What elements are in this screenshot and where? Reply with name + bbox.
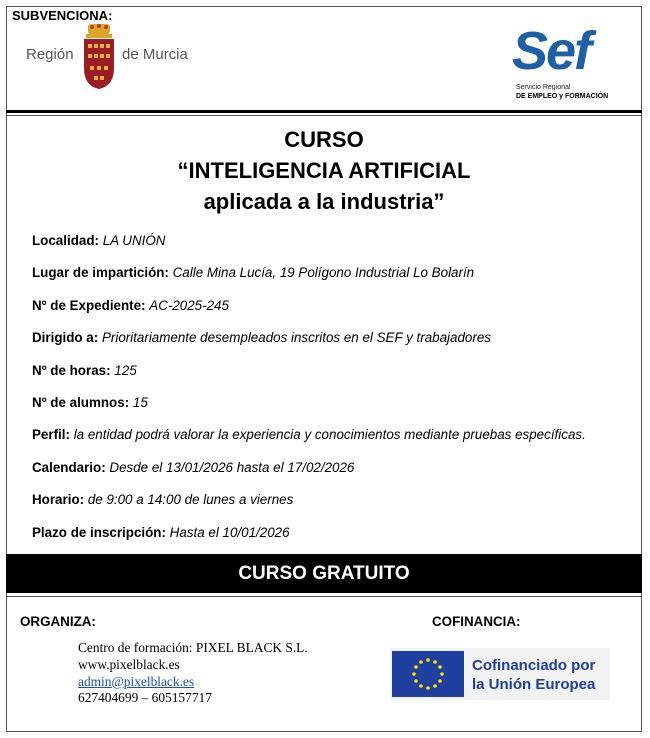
sef-logo-word: Sef xyxy=(512,21,591,81)
subvenciona-label: SUBVENCIONA: xyxy=(12,8,113,23)
region-logo-left-text: Región xyxy=(26,46,74,63)
field-horario xyxy=(32,491,632,523)
field-label: Lugar de impartición: xyxy=(32,265,169,281)
organizer-center: Centro de formación: PIXEL BLACK S.L. xyxy=(78,640,308,655)
course-title-line3: aplicada a la industria” xyxy=(203,189,445,214)
region-de-murcia-logo xyxy=(26,22,196,92)
field-dirigido xyxy=(32,329,632,361)
course-title-line1: CURSO xyxy=(284,127,364,152)
field-label: Horario: xyxy=(32,492,85,508)
eu-text-line2: la Unión Europea xyxy=(472,676,596,693)
field-label: Perfil: xyxy=(32,427,70,443)
field-value: Calle Mina Lucía, 19 Polígono Industrial Lo Bolarín xyxy=(172,265,475,281)
free-course-banner: CURSO GRATUITO xyxy=(6,554,642,593)
field-localidad xyxy=(32,232,632,264)
eu-cofinancing-logo xyxy=(390,648,610,700)
field-label: Calendario: xyxy=(32,459,106,475)
field-plazo xyxy=(32,524,632,556)
sef-logo xyxy=(512,21,632,104)
field-value: AC-2025-245 xyxy=(149,297,229,313)
sef-logo-line1: Servicio Regional xyxy=(516,84,571,91)
organizer-phones: 627404699 – 605157717 xyxy=(78,690,212,706)
field-label: Plazo de inscripción: xyxy=(32,524,166,540)
field-alumnos xyxy=(32,394,632,426)
organizer-email-link[interactable]: admin@pixelblack.es xyxy=(78,673,195,689)
field-value: 15 xyxy=(132,394,148,410)
eu-text-line1: Cofinanciado por xyxy=(472,657,596,674)
field-label: Nº de Expediente: xyxy=(32,297,146,313)
field-horas xyxy=(32,362,632,394)
field-value: 125 xyxy=(114,362,137,378)
course-title-line2: “INTELIGENCIA ARTIFICIAL xyxy=(177,158,471,183)
field-perfil xyxy=(32,426,632,458)
field-value: Hasta el 10/01/2026 xyxy=(169,524,290,540)
field-expediente xyxy=(32,297,632,329)
field-value: LA UNIÓN xyxy=(102,233,166,248)
region-coat-of-arms-icon xyxy=(80,22,118,90)
field-calendario xyxy=(32,459,632,491)
eu-flag-icon xyxy=(392,651,464,697)
organiza-label: ORGANIZA: xyxy=(20,614,96,629)
header-divider-thin xyxy=(6,115,642,116)
organizer-info xyxy=(78,640,308,707)
header-divider xyxy=(6,110,642,113)
field-value: la entidad podrá valorar la experiencia y conocimientos mediante pruebas específicas. xyxy=(73,427,586,443)
field-label: Nº de horas: xyxy=(32,362,111,378)
field-label: Nº de alumnos: xyxy=(32,394,130,410)
cofinancia-label: COFINANCIA: xyxy=(432,614,521,629)
field-lugar xyxy=(32,264,632,296)
field-value: Desde el 13/01/2026 hasta el 17/02/2026 xyxy=(109,459,355,475)
field-label: Dirigido a: xyxy=(32,330,99,346)
sef-logo-line2: DE EMPLEO y FORMACIÓN xyxy=(516,93,609,100)
organizer-web: www.pixelblack.es xyxy=(78,656,180,672)
field-label: Localidad: xyxy=(32,233,99,248)
field-value: Prioritariamente desempleados inscritos en el SEF y trabajadores xyxy=(101,330,491,346)
course-title xyxy=(6,124,642,217)
course-details xyxy=(32,232,632,556)
region-logo-right-text: de Murcia xyxy=(122,46,188,63)
banner-divider xyxy=(6,596,642,597)
field-value: de 9:00 a 14:00 de lunes a viernes xyxy=(87,492,294,508)
eu-cofinancing-text xyxy=(472,656,595,694)
